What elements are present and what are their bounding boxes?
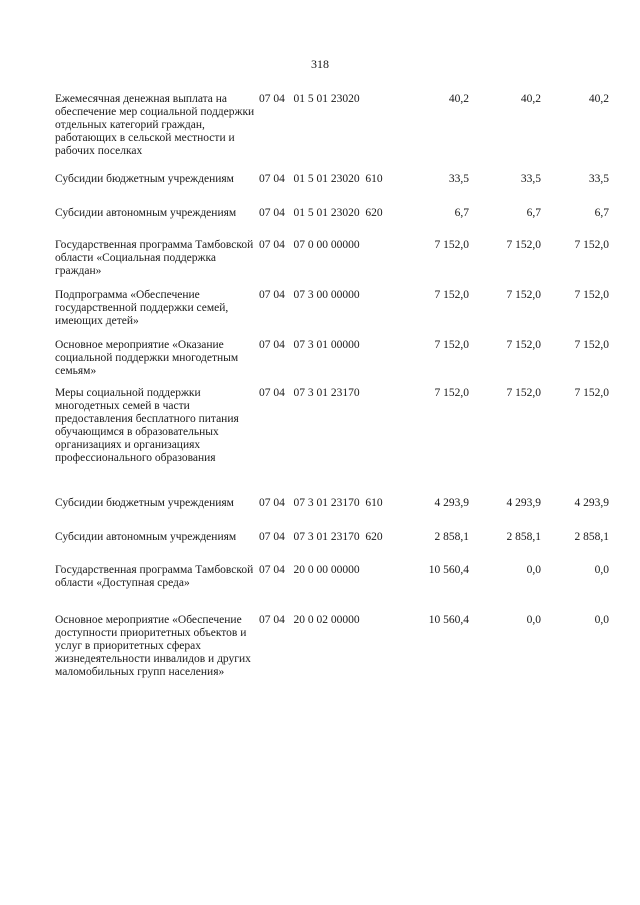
row-code: 07 04 07 3 01 00000 bbox=[259, 339, 360, 351]
row-value-3: 0,0 bbox=[594, 564, 609, 576]
row-code: 07 04 07 3 00 00000 bbox=[259, 289, 360, 301]
row-name: Субсидии автономным учреждениям bbox=[55, 531, 237, 543]
row-value-2: 0,0 bbox=[526, 614, 541, 626]
row-code: 07 04 20 0 02 00000 bbox=[259, 614, 360, 626]
row-value-1: 10 560,4 bbox=[428, 614, 469, 626]
row-value-3: 0,0 bbox=[594, 614, 609, 626]
row-value-1: 7 152,0 bbox=[434, 289, 469, 301]
page-number: 318 bbox=[311, 57, 329, 71]
row-value-3: 7 152,0 bbox=[574, 239, 609, 251]
row-value-3: 7 152,0 bbox=[574, 387, 609, 399]
row-name: Субсидии автономным учреждениям bbox=[55, 207, 237, 219]
row-value-1: 40,2 bbox=[448, 93, 469, 105]
row-value-1: 10 560,4 bbox=[428, 564, 469, 576]
row-name: Меры социальной поддержки многодетных семей в части предоставления бесплатного питания обучающимся в образовательных организациях и организациях профессионального образования bbox=[55, 387, 239, 464]
row-value-3: 7 152,0 bbox=[574, 339, 609, 351]
row-value-1: 7 152,0 bbox=[434, 339, 469, 351]
row-value-2: 33,5 bbox=[520, 173, 541, 185]
row-name: Субсидии бюджетным учреждениям bbox=[55, 173, 234, 185]
row-value-2: 7 152,0 bbox=[506, 239, 541, 251]
row-value-2: 6,7 bbox=[526, 207, 541, 219]
row-value-2: 4 293,9 bbox=[506, 497, 541, 509]
row-code: 07 04 01 5 01 23020 610 bbox=[259, 173, 383, 185]
row-value-2: 40,2 bbox=[520, 93, 541, 105]
row-code: 07 04 07 3 01 23170 620 bbox=[259, 531, 383, 543]
row-code: 07 04 01 5 01 23020 620 bbox=[259, 207, 383, 219]
row-value-3: 6,7 bbox=[594, 207, 609, 219]
row-code: 07 04 07 0 00 00000 bbox=[259, 239, 360, 251]
row-value-3: 4 293,9 bbox=[574, 497, 609, 509]
row-code: 07 04 07 3 01 23170 bbox=[259, 387, 360, 399]
row-code: 07 04 20 0 00 00000 bbox=[259, 564, 360, 576]
row-name: Ежемесячная денежная выплата на обеспечение мер социальной поддержки отдельных категорий граждан, работающих в сельской местности и рабочих поселках bbox=[55, 93, 255, 157]
row-name: Основное мероприятие «Оказание социальной поддержки многодетным семьям» bbox=[55, 339, 239, 377]
row-value-2: 0,0 bbox=[526, 564, 541, 576]
row-name: Основное мероприятие «Обеспечение доступности приоритетных объектов и услуг в приоритетных сферах жизнедеятельности инвалидов и других маломобильных групп населения» bbox=[55, 614, 251, 678]
row-value-1: 4 293,9 bbox=[434, 497, 469, 509]
row-value-1: 7 152,0 bbox=[434, 239, 469, 251]
row-value-2: 7 152,0 bbox=[506, 387, 541, 399]
row-value-3: 7 152,0 bbox=[574, 289, 609, 301]
row-name: Государственная программа Тамбовской области «Социальная поддержка граждан» bbox=[55, 239, 254, 277]
row-value-2: 7 152,0 bbox=[506, 289, 541, 301]
row-name: Подпрограмма «Обеспечение государственной поддержки семей, имеющих детей» bbox=[55, 289, 229, 327]
row-value-2: 2 858,1 bbox=[506, 531, 541, 543]
row-value-3: 2 858,1 bbox=[574, 531, 609, 543]
row-value-3: 40,2 bbox=[588, 93, 609, 105]
row-name: Государственная программа Тамбовской области «Доступная среда» bbox=[55, 564, 254, 589]
row-code: 07 04 01 5 01 23020 bbox=[259, 93, 360, 105]
row-value-1: 33,5 bbox=[448, 173, 469, 185]
row-value-2: 7 152,0 bbox=[506, 339, 541, 351]
row-code: 07 04 07 3 01 23170 610 bbox=[259, 497, 383, 509]
row-name: Субсидии бюджетным учреждениям bbox=[55, 497, 234, 509]
row-value-1: 6,7 bbox=[454, 207, 469, 219]
row-value-1: 2 858,1 bbox=[434, 531, 469, 543]
row-value-1: 7 152,0 bbox=[434, 387, 469, 399]
row-value-3: 33,5 bbox=[588, 173, 609, 185]
